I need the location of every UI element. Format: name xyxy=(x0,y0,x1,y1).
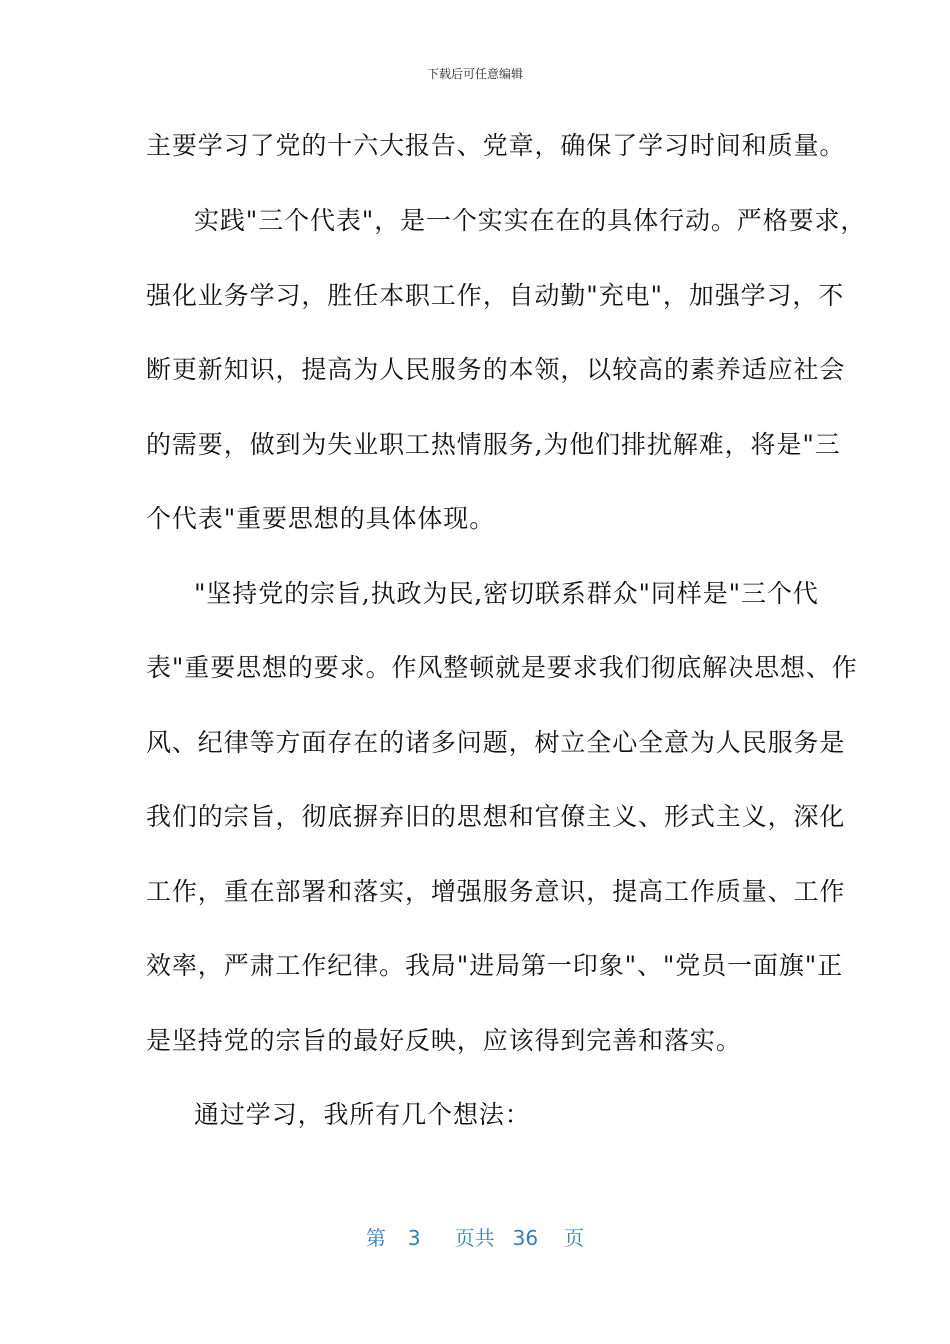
body-line: 个代表"重要思想的具体体现。 xyxy=(146,504,496,533)
footer-total-pages: 36 xyxy=(512,1226,539,1250)
body-line: 工作，重在部署和落实，增强服务意识，提高工作质量、工作 xyxy=(146,877,846,906)
body-line: 风、纪律等方面存在的诸多问题，树立全心全意为人民服务是 xyxy=(146,728,846,757)
page-footer xyxy=(0,1226,950,1250)
body-line: 我们的宗旨，彻底摒弃旧的思想和官僚主义、形式主义，深化 xyxy=(146,802,846,831)
body-line: 是坚持党的宗旨的最好反映，应该得到完善和落实。 xyxy=(146,1026,742,1055)
footer-current-page: 3 xyxy=(407,1226,421,1250)
body-line: 的需要，做到为失业职工热情服务,为他们排扰解难，将是"三 xyxy=(146,430,841,459)
footer-suffix: 页 xyxy=(564,1226,585,1250)
footer-middle: 页共 xyxy=(454,1226,495,1250)
body-line: 实践"三个代表"，是一个实实在在的具体行动。严格要求， xyxy=(194,206,867,235)
footer-prefix: 第 xyxy=(365,1226,386,1250)
body-line: 主要学习了党的十六大报告、党章，确保了学习时间和质量。 xyxy=(146,131,846,160)
body-line: 通过学习，我所有几个想法： xyxy=(194,1100,531,1129)
body-line: 强化业务学习，胜任本职工作，自动勤"充电"，加强学习，不 xyxy=(146,281,845,310)
body-line: 表"重要思想的要求。作风整顿就是要求我们彻底解决思想、作 xyxy=(146,653,858,682)
body-line: 效率，严肃工作纪律。我局"进局第一印象"、"党员一面旗"正 xyxy=(146,951,844,980)
body-line: "坚持党的宗旨,执政为民,密切联系群众"同样是"三个代 xyxy=(194,579,819,608)
body-line: 断更新知识，提高为人民服务的本领，以较高的素养适应社会 xyxy=(146,355,846,384)
page-header: 下载后可任意编辑 xyxy=(426,67,523,81)
